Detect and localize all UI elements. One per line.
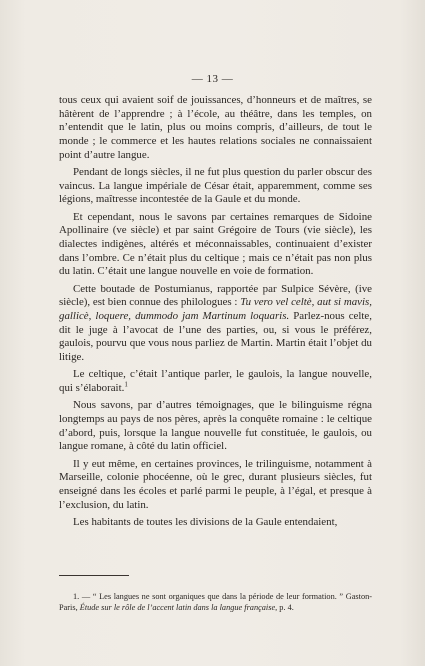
footnote (59, 591, 372, 613)
paragraph-7: Il y eut même, en certaines provinces, le trilinguisme, notamment à Marseille, colonie phocéenne, où le grec, durant plusieurs siècles, fut enseigné dans les écoles et parlé parmi le peuple, à l’égal, et presque à l’exclusion, du latin. (59, 457, 372, 511)
footnote-divider (59, 575, 129, 576)
footnote-text: “ Les langues ne sont organiques que dans la période de leur formation. ” Gaston-Paris, (59, 592, 373, 612)
footnote-page: , p. 4. (275, 603, 294, 612)
latin-quote: Tu vero vel celtè, aut si mavis, gallicè, loquere, dummodo jam Martinum loquaris. (59, 296, 372, 323)
footnote-work-title: Étude sur le rôle de l’accent latin dans la langue française (79, 603, 276, 612)
paragraph-1: tous ceux qui avaient soif de jouissances, d’honneurs et de maîtres, se hâtèrent de l’apprendre ; à l’école, au théâtre, dans les temples, on n’entendit que le latin, plus ou moins compris, d’ailleurs, de tout le monde ; le commerce et les hautes relations sociales ne connaissaient point d’autre langue. (59, 94, 372, 161)
paragraph-6: Nous savons, par d’autres témoignages, que le bilinguisme régna longtemps au pays de nos pères, après la conquête romaine : le celtique d’abord, puis, lorsque la langue nouvelle fut constituée, le gaulois, ou langue romane, à côté du latin officiel. (59, 399, 372, 453)
paragraph-4-intro: Cette boutade de Postumianus, rapportée par Sulpice Sévère, (ive siècle), est bien connue des philologues : (59, 282, 372, 309)
paragraph-5-text: Le celtique, c’était l’antique parler, le gaulois, la langue nouvelle, qui s’élaborait. (59, 368, 372, 395)
paragraph-5 (59, 368, 372, 395)
paragraph-8: Les habitants de toutes les divisions de la Gaule entendaient, (73, 515, 338, 528)
footnote-marker: 1. — (73, 592, 91, 601)
body-text (59, 94, 372, 530)
paragraph-4-rest: Parlez-nous celte, dit le juge à l’avocat de l’une des parties, ou, si vous le préférez, gaulois, pourvu que vous nous parliez de Martin. Martin était l’objet du litige. (59, 310, 372, 364)
paragraph-3: Et cependant, nous le savons par certaines remarques de Sidoine Apollinaire (ve siècle) et par saint Grégoire de Tours (vie siècle), les dialectes indigènes, altérés et méconnaissables, continuaient d’exister dans l’ombre. Ce n’était plus du celtique ; mais ce n’était pas non plus du latin. C’était une langue nouvelle en voie de formation. (59, 210, 372, 278)
footnote-reference: 1 (124, 380, 128, 389)
paragraph-4 (59, 283, 372, 365)
paragraph-2: Pendant de longs siècles, il ne fut plus question du parler obscur des vaincus. La langue impériale de César était, apparemment, comme ses légions, maîtresse incontestée de la Gaule et du monde. (59, 166, 372, 206)
page-number: — 13 — (191, 73, 234, 85)
